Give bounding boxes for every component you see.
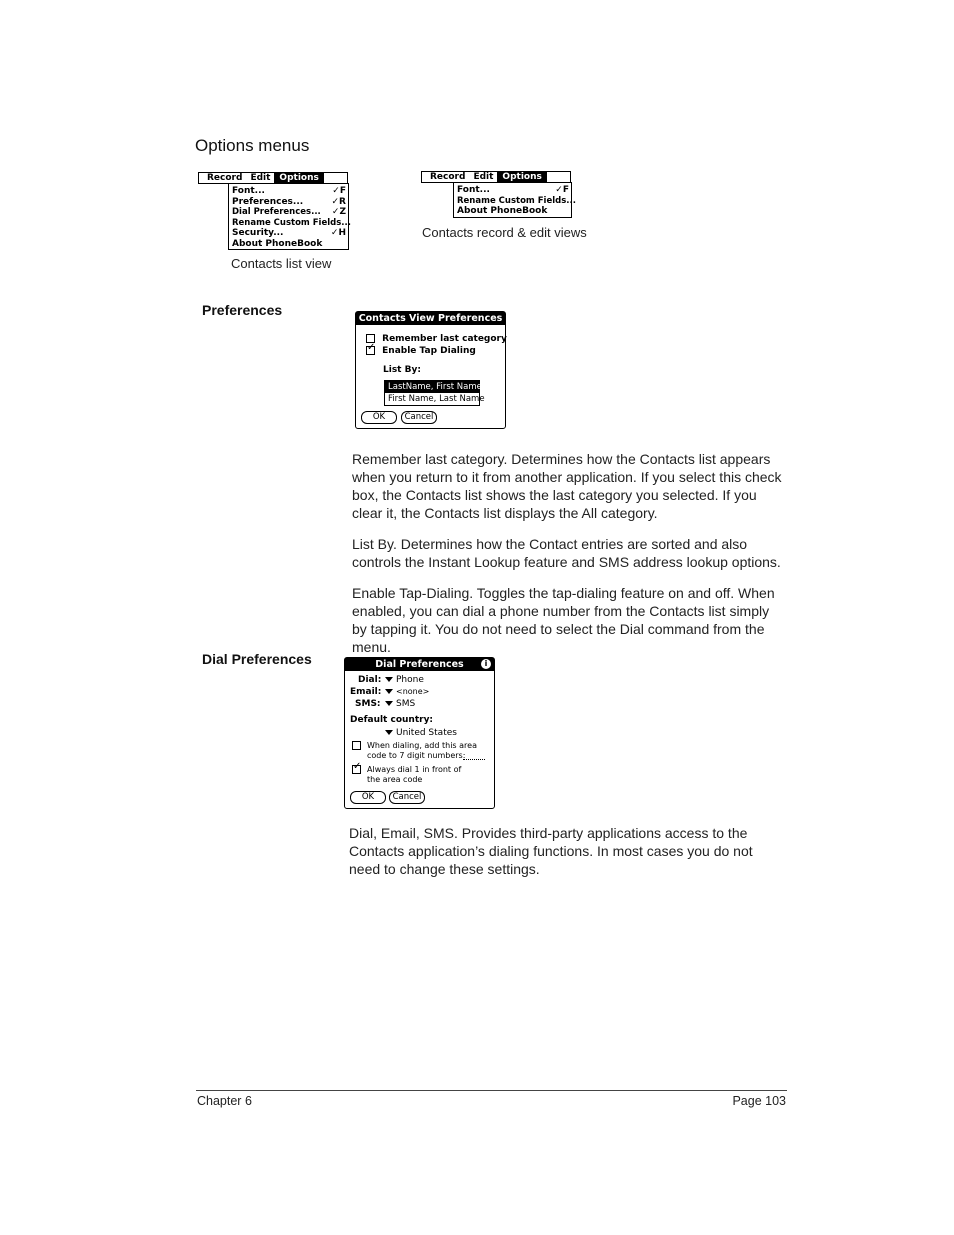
menu-item-font[interactable]: [454, 185, 571, 196]
menu-item-shortcut: ✓F: [555, 185, 569, 195]
dialog-title-text: Dial Preferences: [375, 659, 464, 670]
menu-item-label: Security...: [232, 228, 284, 238]
paragraph-list-by: List By. Determines how the Contact entries are sorted and also controls the Instant Lookup feature and SMS address lookup options.: [352, 536, 781, 570]
dial-preferences-dialog: [344, 657, 495, 809]
remember-last-category-checkbox[interactable]: [366, 334, 507, 344]
menu-item-about-phonebook[interactable]: [454, 206, 571, 217]
paragraph-enable-tap-dialing: Enable Tap-Dialing. Toggles the tap-dialing feature on and off. When enabled, you can dial a phone number from the Contacts list simply by tapping it. You do not need to select the Dial command from the menu.: [352, 585, 775, 655]
dial-1-label: Always dial 1 in front of the area code: [367, 765, 462, 784]
default-country-label: Default country:: [350, 715, 434, 725]
menu-item-dial-preferences[interactable]: [229, 207, 348, 218]
email-label: Email:: [350, 687, 382, 697]
menu-item-shortcut: ✓Z: [331, 207, 346, 217]
checkbox-label: Enable Tap Dialing: [382, 346, 476, 356]
menu-item-label: About PhoneBook: [232, 238, 323, 249]
menu-options[interactable]: Options: [497, 172, 546, 183]
cancel-button[interactable]: Cancel: [389, 791, 425, 804]
sms-label: SMS:: [355, 699, 381, 709]
menu-item-shortcut: [351, 218, 355, 229]
sms-value: SMS: [396, 699, 416, 709]
menu-item-rename-custom-fields[interactable]: [454, 195, 576, 207]
menu-item-label: Dial Preferences...: [232, 207, 321, 217]
dropdown-triangle-icon: [385, 677, 393, 682]
menu-item-shortcut: [576, 196, 580, 207]
checkbox-icon: [352, 741, 361, 750]
enable-tap-dialing-checkbox[interactable]: [366, 346, 476, 356]
paragraph-dial-email-sms: Dial, Email, SMS. Provides third-party applications access to the Contacts application’s dialing functions. In most cases you do not need to change these settings.: [349, 825, 753, 877]
menu-record[interactable]: Record: [207, 172, 243, 183]
area-code-checkbox[interactable]: [352, 741, 361, 751]
record-view-options-menu: [453, 182, 576, 218]
menu-item-label: Preferences...: [232, 196, 304, 207]
menu-item-shortcut: ✓H: [330, 228, 346, 238]
menu-item-preferences[interactable]: [229, 197, 348, 208]
dial-1-checkbox[interactable]: [352, 765, 361, 775]
area-code-label: When dialing, add this area code to 7 digit numbers:: [367, 741, 477, 760]
email-value: <none>: [396, 687, 430, 696]
menu-edit[interactable]: Edit: [473, 171, 494, 182]
menu-item-about-phonebook[interactable]: [229, 239, 348, 250]
menu-options[interactable]: Options: [274, 173, 323, 184]
menu-record[interactable]: Record: [430, 171, 466, 182]
menu-item-shortcut: [565, 206, 569, 217]
dial-selector[interactable]: [385, 675, 424, 685]
list-view-caption: Contacts list view: [231, 256, 332, 271]
ok-button[interactable]: OK: [361, 411, 397, 424]
dialog-title: [345, 658, 494, 671]
menu-item-label: Font...: [232, 186, 265, 196]
list-by-label: List By:: [383, 365, 421, 375]
contacts-view-preferences-dialog: [355, 311, 506, 429]
menu-item-security[interactable]: [229, 228, 348, 239]
checkbox-label: Remember last category: [382, 334, 507, 344]
list-view-options-menu: [228, 183, 349, 250]
menu-item-shortcut: ✓R: [331, 196, 346, 207]
checkbox-checked-icon: [366, 346, 375, 355]
menu-edit[interactable]: Edit: [250, 172, 271, 183]
paragraph-remember-last-category: Remember last category. Determines how the Contacts list appears when you return to it from another application. If you select this check box, the Contacts list shows the last category you selected. If you clear it, the Contacts list displays the All category.: [352, 451, 782, 521]
list-by-option-selected[interactable]: LastName, First Name: [385, 381, 479, 393]
footer-rule: [196, 1090, 787, 1091]
ok-button[interactable]: OK: [350, 791, 386, 804]
dial-preferences-heading: Dial Preferences: [202, 651, 312, 667]
list-by-option[interactable]: First Name, Last Name: [388, 394, 485, 404]
preferences-heading: Preferences: [202, 302, 283, 318]
country-selector[interactable]: [385, 728, 457, 738]
dial-value: Phone: [396, 675, 424, 685]
menu-item-label: About PhoneBook: [457, 206, 548, 216]
menu-item-rename-custom-fields[interactable]: [229, 217, 351, 229]
sms-selector[interactable]: [385, 699, 415, 709]
menu-item-shortcut: [342, 239, 346, 250]
cancel-button[interactable]: Cancel: [401, 411, 437, 424]
dropdown-triangle-icon: [385, 701, 393, 706]
menu-item-label: Rename Custom Fields...: [232, 217, 351, 228]
list-by-options: [384, 380, 485, 406]
section-title: Options menus: [195, 136, 310, 155]
footer-chapter: Chapter 6: [197, 1094, 252, 1108]
info-icon[interactable]: i: [481, 659, 491, 669]
country-value: United States: [396, 728, 457, 738]
menu-item-font[interactable]: [229, 186, 348, 197]
menu-item-label: Font...: [457, 185, 490, 195]
dropdown-triangle-icon: [385, 689, 393, 694]
email-selector[interactable]: [385, 687, 429, 696]
dialog-title: Contacts View Preferences: [356, 312, 505, 325]
area-code-input[interactable]: [463, 759, 485, 760]
dial-label: Dial:: [358, 675, 382, 685]
footer-page-number: Page 103: [732, 1094, 786, 1108]
menu-item-shortcut: ✓F: [332, 186, 346, 196]
record-view-caption: Contacts record & edit views: [422, 225, 587, 240]
dropdown-triangle-icon: [385, 730, 393, 735]
checkbox-checked-icon: [352, 765, 361, 774]
menu-item-label: Rename Custom Fields...: [457, 195, 576, 206]
